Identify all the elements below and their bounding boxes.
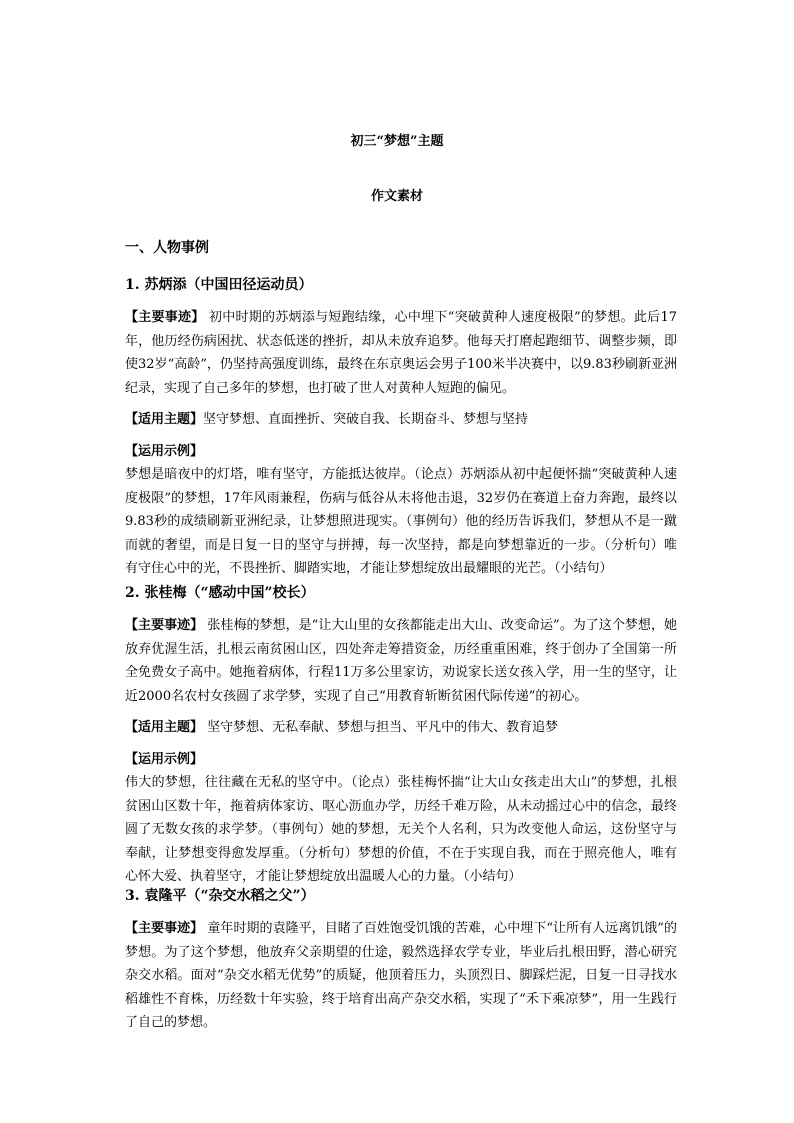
example-label: 【运用示例】 [125, 443, 204, 459]
document-title: 初三“梦想”主题 [350, 134, 444, 149]
themes-text: 坚守梦想、无私奉献、梦想与担当、平凡中的伟大、教育追梦 [207, 720, 559, 735]
themes-label: 【适用主题】 [125, 412, 204, 427]
person-heading: 3. 袁隆平（“杂交水稻之父”） [125, 888, 315, 904]
facts-label: 【主要事迹】 [125, 921, 204, 936]
facts-text: 初中时期的苏炳添与短跑结缘，心中埋下“突破黄种人速度极限”的梦想。此后17年，他历经伤病困扰、状态低迷的挫折，却从未放弃追梦。他每天打磨起跑细节、调整步频，即使32岁“高龄”，仍坚持高强度训练，最终在东京奥运会男子100米半决赛中，以9.83秒刷新亚洲纪录，实现了自己多年的梦想，也打破了世人对黄种人短跑的偏见。 [125, 310, 677, 396]
facts-label: 【主要事迹】 [125, 310, 205, 325]
facts-paragraph [125, 614, 677, 708]
facts-paragraph [125, 917, 677, 1035]
person-heading: 1. 苏炳添（中国田径运动员） [125, 277, 313, 293]
person-heading: 2. 张桂梅（“感动中国”校长） [125, 585, 315, 601]
themes-paragraph [125, 408, 677, 432]
document-subtitle: 作文素材 [370, 189, 423, 204]
themes-paragraph [125, 716, 677, 740]
section-heading: 一、人物事例 [125, 240, 209, 256]
person-block-2 [125, 583, 677, 889]
facts-text: 童年时期的袁隆平，目睹了百姓饱受饥饿的苦难，心中埋下“让所有人远离饥饿”的梦想。为了这个梦想，他放弃父亲期望的仕途，毅然选择农学专业，毕业后扎根田野，潜心研究杂交水稻。面对“杂交水稻无优势”的质疑，他顶着压力，头顶烈日、脚踩烂泥，日复一日寻找水稻雄性不育株，历经数十年实验，终于培育出高产杂交水稻，实现了“禾下乘凉梦”，用一生践行了自己的梦想。 [125, 921, 677, 1030]
themes-text: 坚守梦想、直面挫折、突破自我、长期奋斗、梦想与坚持 [203, 412, 529, 427]
facts-paragraph [125, 306, 677, 400]
themes-label: 【适用主题】 [125, 720, 204, 735]
facts-text: 张桂梅的梦想，是“让大山里的女孩都能走出大山、改变命运”。为了这个梦想，她放弃优渥生活，扎根云南贫困山区，四处奔走筹措资金，历经重重困难，终于创办了全国第一所全免费女子高中。她拖着病体，行程11万多公里家访，劝说家长送女孩入学，用一生的坚守，让近2000名农村女孩圆了求学梦，实现了自己“用教育斩断贫困代际传递”的初心。 [125, 618, 677, 704]
example-text: 梦想是暗夜中的灯塔，唯有坚守，方能抵达彼岸。（论点）苏炳添从初中起便怀揣“突破黄种人速度极限”的梦想，17年风雨兼程，伤病与低谷从未将他击退，32岁仍在赛道上奋力奔跑，最终以9.83秒的成绩刷新亚洲纪录，让梦想照进现实。（事例句）他的经历告诉我们，梦想从不是一蹴而就的奢望，而是日复一日的坚守与拼搏，每一次坚持，都是向梦想靠近的一步。（分析句）唯有守住心中的光，不畏挫折、脚踏实地，才能让梦想绽放出最耀眼的光芒。（小结句） [125, 467, 677, 576]
person-block-1 [125, 275, 677, 581]
facts-label: 【主要事迹】 [125, 618, 204, 633]
person-block-3 [125, 886, 677, 1035]
example-text: 伟大的梦想，往往藏在无私的坚守中。（论点）张桂梅怀揣“让大山女孩走出大山”的梦想，扎根贫困山区数十年，拖着病体家访、呕心沥血办学，历经千难万险，从未动摇过心中的信念，最终圆了无数女孩的求学梦。（事例句）她的梦想，无关个人名利，只为改变他人命运，这份坚守与奉献，让梦想变得愈发厚重。（分析句）梦想的价值，不在于实现自我，而在于照亮他人，唯有心怀大爱、执着坚守，才能让梦想绽放出温暖人心的力量。（小结句） [125, 775, 677, 884]
example-label: 【运用示例】 [125, 751, 204, 767]
